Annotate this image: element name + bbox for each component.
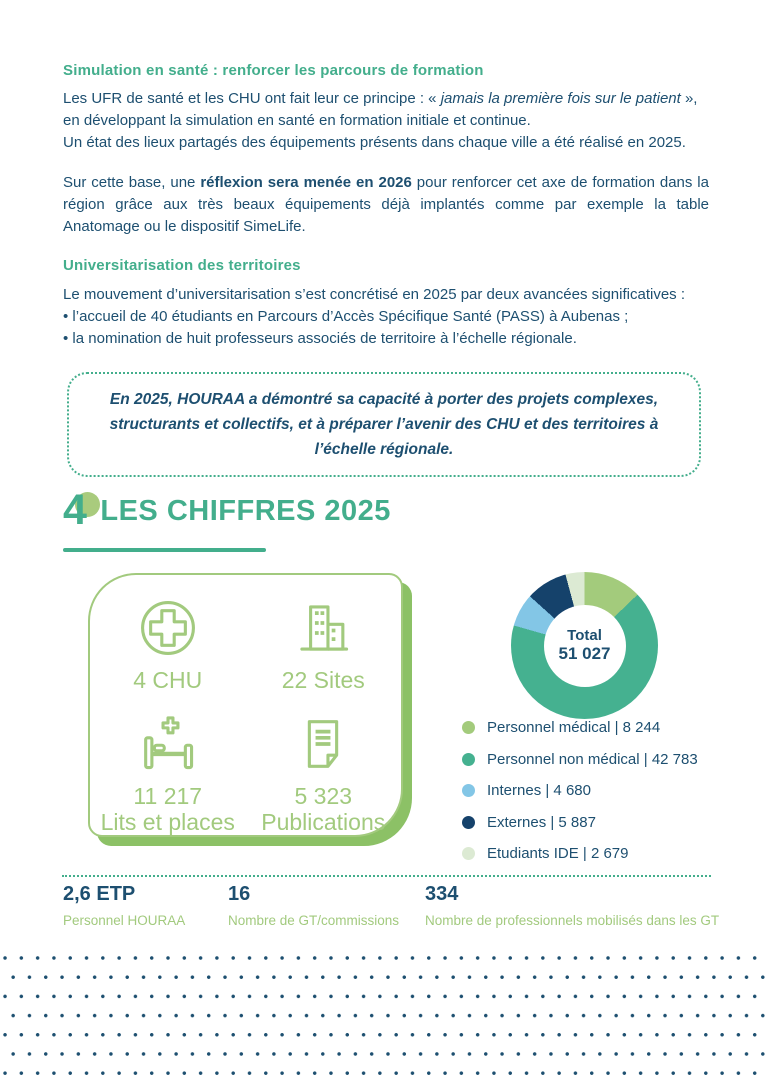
section-title xyxy=(63,486,391,552)
section-title-text: LES CHIFFRES 2025 xyxy=(100,495,391,527)
title-underline xyxy=(63,548,266,552)
donut-total-label: Total xyxy=(567,627,602,644)
buildings-icon xyxy=(292,597,354,659)
bottom-stat-label: Nombre de GT/commissions xyxy=(228,913,400,928)
bottom-stat-value: 334 xyxy=(425,883,459,905)
stat-publications xyxy=(246,703,402,835)
simulation-paragraph-1 xyxy=(63,88,709,154)
legend-item xyxy=(462,847,698,860)
p1-line3: Un état des lieux partagés des équipements présents dans chaque ville a été réalisé en 2025. xyxy=(63,134,686,151)
donut-center xyxy=(544,605,626,687)
callout-box xyxy=(67,372,701,477)
callout-text: En 2025, HOURAA a démontré sa capacité à porter des projets complexes, structurants et collectifs, et à préparer l’avenir des CHU et des territoires à l’échelle régionale. xyxy=(109,391,659,458)
simulation-paragraph-2 xyxy=(63,172,709,238)
legend-item xyxy=(462,784,698,797)
legend-label: Internes | 4 680 xyxy=(487,782,591,799)
key-figures-box xyxy=(88,573,403,837)
p1-pre: Les UFR de santé et les CHU ont fait leur ce principe : « xyxy=(63,90,441,107)
bottom-stat-value: 2,6 ETP xyxy=(63,883,136,905)
publication-icon xyxy=(292,713,354,775)
legend-item xyxy=(462,813,698,831)
p2-bold: réflexion sera menée en 2026 xyxy=(200,174,412,191)
legend-dot-icon xyxy=(462,816,475,829)
donut-legend xyxy=(462,721,698,879)
bottom-stat-value: 16 xyxy=(228,883,251,905)
legend-label: Personnel non médical | 42 783 xyxy=(487,750,698,768)
stat-label: Lits et places xyxy=(100,809,235,835)
bottom-stat-label: Personnel HOURAA xyxy=(63,913,186,928)
legend-label: Externes | 5 887 xyxy=(487,813,596,831)
legend-dot-icon xyxy=(462,721,475,734)
p2-post: pour renforcer cet axe de formation dans la région grâce aux très beaux équipements déjà implantés comme par exemple la table Anatomage ou le dispositif SimeLife. xyxy=(63,174,709,235)
p1-line2: en développant la simulation en santé en formation initiale et continue. xyxy=(63,112,531,129)
medical-cross-icon xyxy=(137,597,199,659)
stat-label: Publications xyxy=(261,809,386,835)
simulation-heading: Simulation en santé : renforcer les parcours de formation xyxy=(63,62,484,79)
legend-label: Etudiants IDE | 2 679 xyxy=(487,845,629,862)
p2-pre: Sur cette base, une xyxy=(63,174,201,191)
stat-value: 5 323 xyxy=(294,783,353,809)
legend-item xyxy=(462,721,698,734)
stat-chu xyxy=(90,575,246,703)
stat-lits xyxy=(90,703,246,835)
univ-bullet-1: • l’accueil de 40 étudiants en Parcours d’Accès Spécifique Santé (PASS) à Aubenas ; xyxy=(63,308,629,325)
legend-dot-icon xyxy=(462,784,475,797)
legend-label: Personnel médical | 8 244 xyxy=(487,719,661,736)
stat-value: 22 Sites xyxy=(281,667,365,693)
legend-item xyxy=(462,750,698,768)
donut-total-value: 51 027 xyxy=(558,644,611,663)
p1-post: », xyxy=(680,90,698,107)
hospital-bed-icon xyxy=(135,713,201,775)
decorative-dot-grid xyxy=(0,951,768,1085)
staff-donut-chart xyxy=(511,572,658,719)
bottom-stat-gt xyxy=(228,883,399,928)
p1-italic: jamais la première fois sur le patient xyxy=(440,90,681,107)
univ-intro: Le mouvement d’universitarisation s’est concrétisé en 2025 par deux avancées significatives : xyxy=(63,286,686,303)
section-number: 4 xyxy=(63,486,87,534)
bottom-stat-professionnels xyxy=(425,883,719,928)
bottom-stat-etp xyxy=(63,883,185,928)
universitarisation-paragraph xyxy=(63,284,709,350)
universitarisation-heading: Universitarisation des territoires xyxy=(63,257,301,274)
univ-bullet-2: • la nomination de huit professeurs associés de territoire à l’échelle régionale. xyxy=(63,330,577,347)
legend-dot-icon xyxy=(462,847,475,860)
stat-value: 11 217 xyxy=(133,783,203,809)
dotted-divider xyxy=(62,875,711,877)
legend-dot-icon xyxy=(462,753,475,766)
stat-sites xyxy=(246,575,402,703)
stat-value: 4 CHU xyxy=(133,667,203,693)
bottom-stat-label: Nombre de professionnels mobilisés dans les GT xyxy=(425,913,720,928)
